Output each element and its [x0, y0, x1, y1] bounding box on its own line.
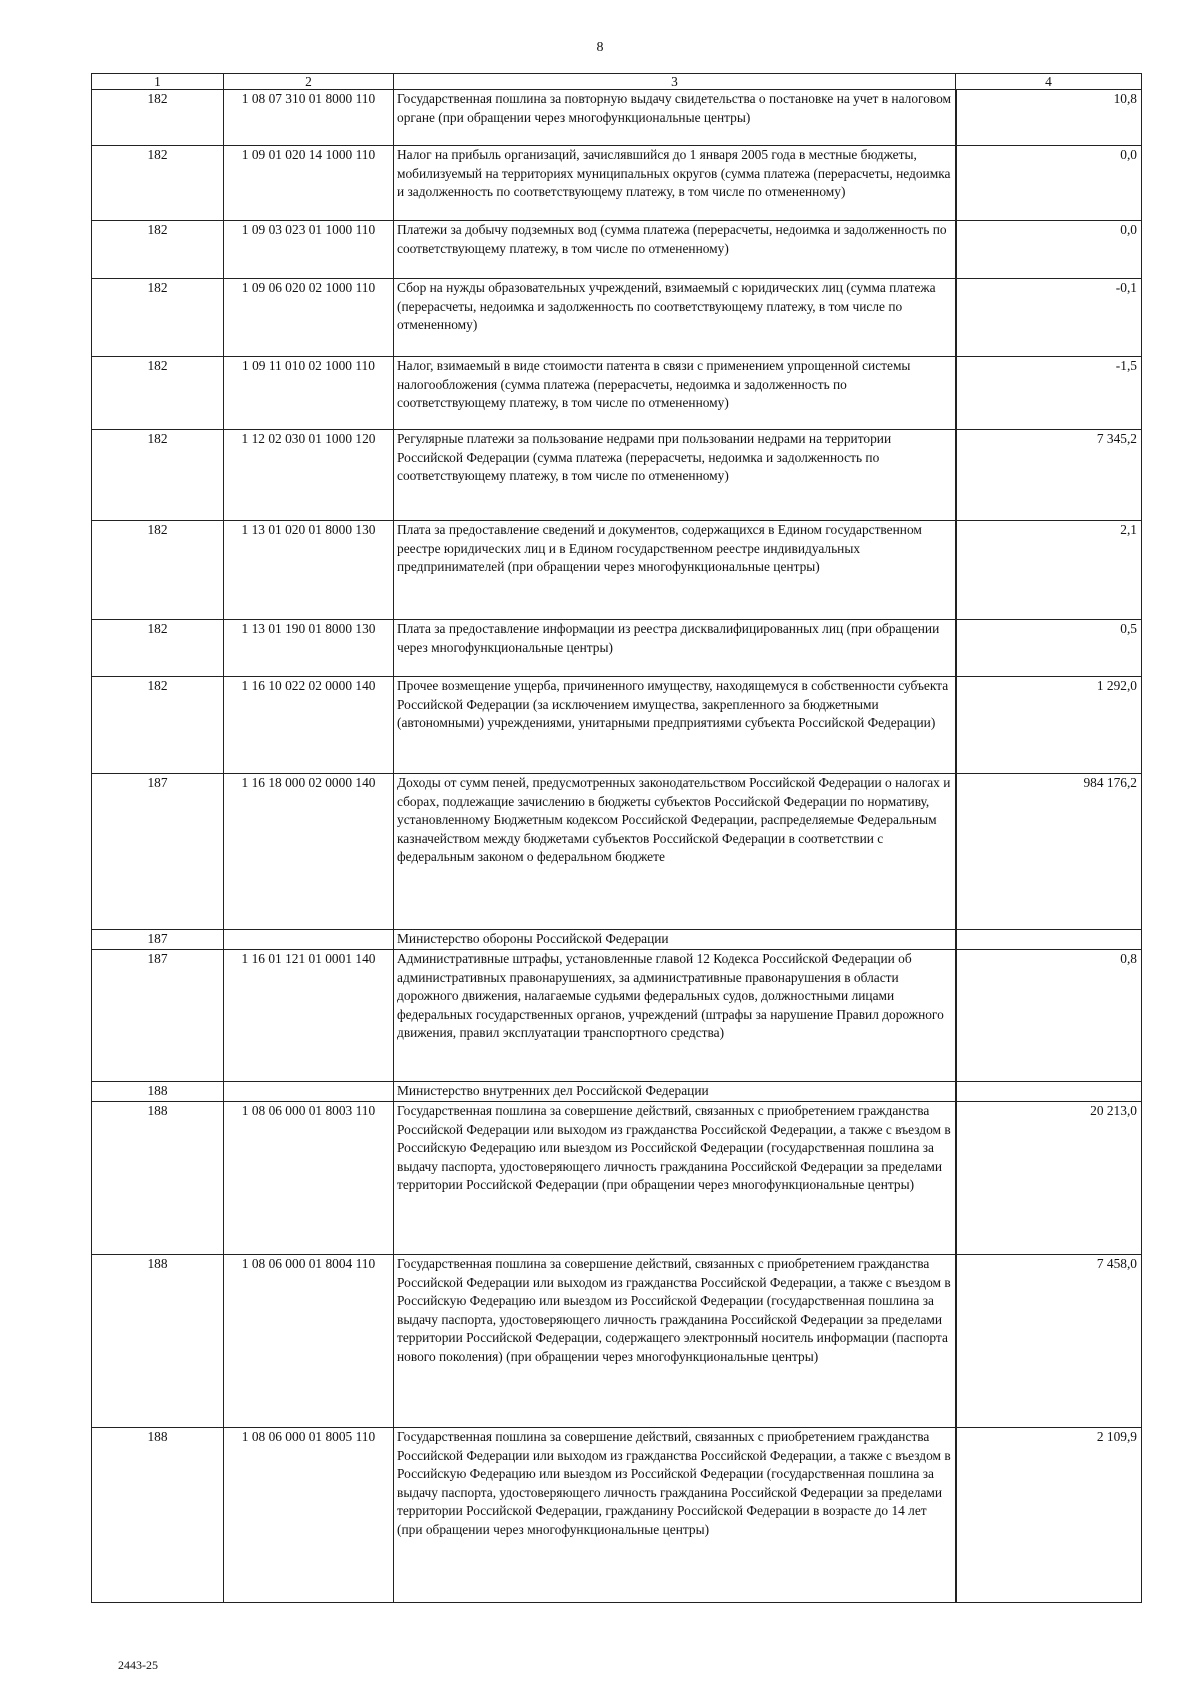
table-row — [92, 90, 1142, 146]
admin-code-cell: 182 — [92, 146, 224, 221]
amount-cell: 0,5 — [956, 620, 1142, 677]
revenue-name-cell: Платежи за добычу подземных вод (сумма платежа (перерасчеты, недоимка и задолженность по соответствующему платежу, в том числе по отмененному) — [394, 221, 956, 279]
revenue-name-cell: Государственная пошлина за повторную выдачу свидетельства о постановке на учет в налоговом органе (при обращении через многофункциональные центры) — [394, 90, 956, 146]
revenue-name-cell: Регулярные платежи за пользование недрами при пользовании недрами на территории Российской Федерации (сумма платежа (перерасчеты, недоимка и задолженность по соответствующему платежу, в том числе по отмененному) — [394, 430, 956, 521]
revenue-name-cell: Административные штрафы, установленные главой 12 Кодекса Российской Федерации об административных правонарушениях, за административные правонарушения в области дорожного движения, налагаемые судьями федеральных судов, должностными лицами федеральных государственных органов, учреждений (штрафы за нарушение Правил дорожного движения, правил эксплуатации транспортного средства) — [394, 950, 956, 1082]
budget-code-cell: 1 09 06 020 02 1000 110 — [224, 279, 394, 357]
revenue-name-cell: Сбор на нужды образовательных учреждений, взимаемый с юридических лиц (сумма платежа (перерасчеты, недоимка и задолженность по соответствующему платежу, в том числе по отмененному) — [394, 279, 956, 357]
column-header-3: 3 — [394, 74, 956, 90]
page-number: 8 — [596, 40, 604, 55]
budget-code-cell: 1 09 01 020 14 1000 110 — [224, 146, 394, 221]
admin-code-cell: 182 — [92, 357, 224, 430]
table-row — [92, 950, 1142, 1082]
budget-code-cell: 1 13 01 020 01 8000 130 — [224, 521, 394, 620]
budget-code-cell: 1 09 03 023 01 1000 110 — [224, 221, 394, 279]
amount-cell — [956, 930, 1142, 950]
table-row — [92, 774, 1142, 930]
table-row — [92, 221, 1142, 279]
admin-code-cell: 182 — [92, 279, 224, 357]
revenue-name-cell: Государственная пошлина за совершение действий, связанных с приобретением гражданства Российской Федерации или выходом из гражданства Российской Федерации, а также с въездом в Российскую Федерацию или выездом из Российской Федерации (государственная пошлина за выдачу паспорта, удостоверяющего личность гражданина Российской Федерации за пределами территории Российской Федерации, гражданину Российской Федерации в возрасте до 14 лет (при обращении через многофункциональные центры) — [394, 1428, 956, 1603]
table-row — [92, 1428, 1142, 1603]
admin-code-cell: 182 — [92, 90, 224, 146]
revenue-name-cell: Налог, взимаемый в виде стоимости патента в связи с применением упрощенной системы налогообложения (сумма платежа (перерасчеты, недоимка и задолженность по соответствующему платежу, в том числе по отмененному) — [394, 357, 956, 430]
amount-cell: 0,8 — [956, 950, 1142, 1082]
admin-code-cell: 188 — [92, 1428, 224, 1603]
ministry-name-cell: Министерство обороны Российской Федерации — [394, 930, 956, 950]
revenue-name-cell: Доходы от сумм пеней, предусмотренных законодательством Российской Федерации о налогах и сборах, подлежащие зачислению в бюджеты субъектов Российской Федерации по нормативу, установленному Бюджетным кодексом Российской Федерации, распределяемые Федеральным казначейством между бюджетами субъектов Российской Федерации в соответствии с федеральным законом о федеральном бюджете — [394, 774, 956, 930]
amount-cell: 7 345,2 — [956, 430, 1142, 521]
admin-code-cell: 187 — [92, 774, 224, 930]
table-row — [92, 620, 1142, 677]
budget-code-cell: 1 16 01 121 01 0001 140 — [224, 950, 394, 1082]
revenue-name-cell: Государственная пошлина за совершение действий, связанных с приобретением гражданства Российской Федерации или выходом из гражданства Российской Федерации, а также с въездом в Российскую Федерацию или выездом из Российской Федерации (государственная пошлина за выдачу паспорта, удостоверяющего личность гражданина Российской Федерации за пределами территории Российской Федерации (при обращении через многофункциональные центры) — [394, 1102, 956, 1255]
admin-code-cell: 182 — [92, 620, 224, 677]
table-row — [92, 279, 1142, 357]
column-header-4: 4 — [956, 74, 1142, 90]
table-row — [92, 521, 1142, 620]
amount-cell: 10,8 — [956, 90, 1142, 146]
ministry-name-cell: Министерство внутренних дел Российской Федерации — [394, 1082, 956, 1102]
admin-code-cell: 182 — [92, 677, 224, 774]
amount-cell: -0,1 — [956, 279, 1142, 357]
amount-cell: 0,0 — [956, 146, 1142, 221]
admin-code-cell: 188 — [92, 1255, 224, 1428]
budget-code-cell: 1 12 02 030 01 1000 120 — [224, 430, 394, 521]
table-header-row — [92, 74, 1142, 90]
revenue-name-cell: Прочее возмещение ущерба, причиненного имуществу, находящемуся в собственности субъекта Российской Федерации (за исключением имущества, закрепленного за бюджетными (автономными) учреждениями, унитарными предприятиями субъекта Российской Федерации) — [394, 677, 956, 774]
amount-cell: 1 292,0 — [956, 677, 1142, 774]
budget-code-cell — [224, 1082, 394, 1102]
amount-cell — [956, 1082, 1142, 1102]
admin-code-cell: 182 — [92, 430, 224, 521]
table-row — [92, 930, 1142, 950]
table-row — [92, 1082, 1142, 1102]
budget-code-cell — [224, 930, 394, 950]
revenue-table — [91, 73, 1142, 1603]
table-row — [92, 146, 1142, 221]
budget-code-cell: 1 13 01 190 01 8000 130 — [224, 620, 394, 677]
budget-code-cell: 1 08 06 000 01 8004 110 — [224, 1255, 394, 1428]
table-row — [92, 1102, 1142, 1255]
table-row — [92, 1255, 1142, 1428]
revenue-name-cell: Налог на прибыль организаций, зачислявшийся до 1 января 2005 года в местные бюджеты, мобилизуемый на территориях муниципальных округов (сумма платежа (перерасчеты, недоимка и задолженность по соответствующему платежу, в том числе по отмененному) — [394, 146, 956, 221]
amount-cell: 984 176,2 — [956, 774, 1142, 930]
column-header-1: 1 — [92, 74, 224, 90]
budget-code-cell: 1 08 06 000 01 8005 110 — [224, 1428, 394, 1603]
admin-code-cell: 188 — [92, 1102, 224, 1255]
table-row — [92, 357, 1142, 430]
revenue-name-cell: Плата за предоставление информации из реестра дисквалифицированных лиц (при обращении через многофункциональные центры) — [394, 620, 956, 677]
document-footer-code: 2443-25 — [118, 1658, 158, 1672]
budget-code-cell: 1 09 11 010 02 1000 110 — [224, 357, 394, 430]
revenue-name-cell: Плата за предоставление сведений и документов, содержащихся в Едином государственном реестре юридических лиц и в Едином государственном реестре индивидуальных предпринимателей (при обращении через многофункциональные центры) — [394, 521, 956, 620]
amount-cell: -1,5 — [956, 357, 1142, 430]
admin-code-cell: 187 — [92, 930, 224, 950]
budget-code-cell: 1 16 10 022 02 0000 140 — [224, 677, 394, 774]
admin-code-cell: 188 — [92, 1082, 224, 1102]
amount-cell: 2 109,9 — [956, 1428, 1142, 1603]
table-row — [92, 677, 1142, 774]
amount-cell: 20 213,0 — [956, 1102, 1142, 1255]
budget-code-cell: 1 08 06 000 01 8003 110 — [224, 1102, 394, 1255]
table-row — [92, 430, 1142, 521]
admin-code-cell: 187 — [92, 950, 224, 1082]
admin-code-cell: 182 — [92, 221, 224, 279]
budget-code-cell: 1 08 07 310 01 8000 110 — [224, 90, 394, 146]
amount-cell: 7 458,0 — [956, 1255, 1142, 1428]
budget-code-cell: 1 16 18 000 02 0000 140 — [224, 774, 394, 930]
amount-cell: 0,0 — [956, 221, 1142, 279]
column-header-2: 2 — [224, 74, 394, 90]
amount-cell: 2,1 — [956, 521, 1142, 620]
admin-code-cell: 182 — [92, 521, 224, 620]
revenue-name-cell: Государственная пошлина за совершение действий, связанных с приобретением гражданства Российской Федерации или выходом из гражданства Российской Федерации, а также с въездом в Российскую Федерацию или выездом из Российской Федерации (государственная пошлина за выдачу паспорта, удостоверяющего личность гражданина Российской Федерации за пределами территории Российской Федерации, содержащего электронный носитель информации (паспорта нового поколения) (при обращении через многофункциональные центры) — [394, 1255, 956, 1428]
